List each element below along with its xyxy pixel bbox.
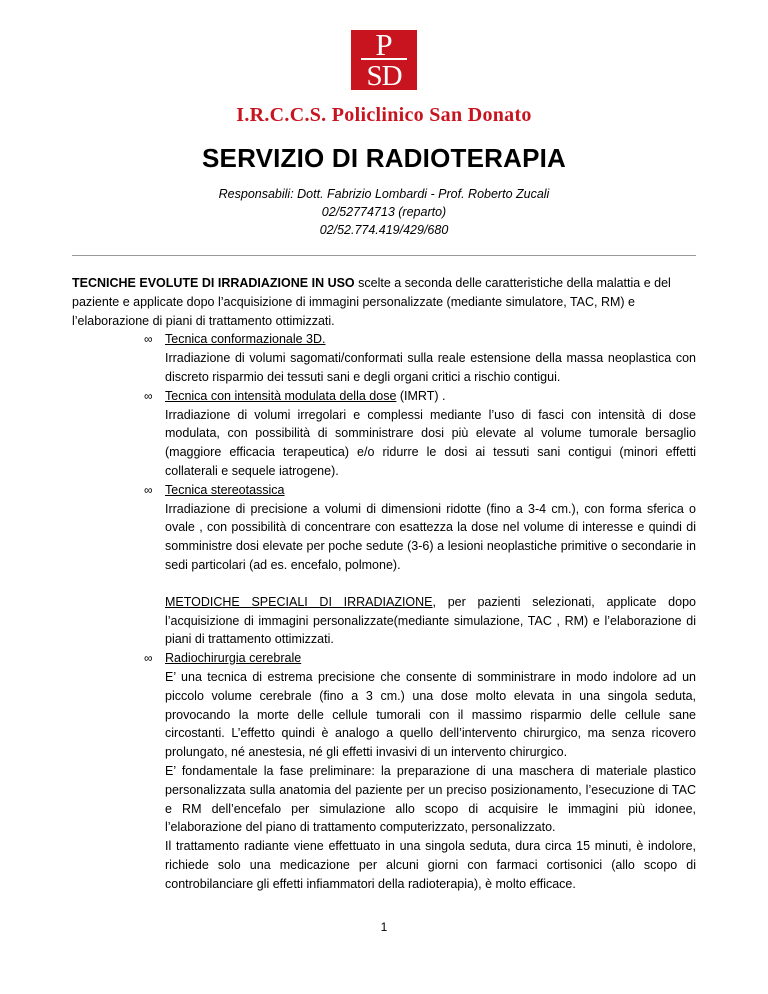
organization-name: I.R.C.C.S. Policlinico San Donato: [236, 104, 532, 126]
phone-other: 02/52.774.419/429/680: [319, 223, 449, 237]
header-divider: [72, 255, 696, 256]
section2-heading: METODICHE SPECIALI DI IRRADIAZIONE: [165, 594, 433, 609]
bullet-infinity-icon: ∞: [144, 332, 153, 347]
technique-title: Tecnica conformazionale 3D.: [165, 332, 326, 347]
technique-title-suffix: (IMRT) .: [396, 388, 446, 403]
method-title: Radiochirurgia cerebrale: [165, 651, 302, 666]
psd-logo: [351, 27, 417, 92]
technique-description: Irradiazione di volumi irregolari e complessi mediante l’uso di fasci con intensità di dose modulata, con possibilità di somministrare dosi più elevate al volume tumorale bersaglio (maggiore efficacia terapeutica) e/o ridurre le dosi ai tessuti sani contigui (minori effetti collaterali e sequele iatrogene).: [165, 407, 696, 478]
section2-intro: [72, 593, 696, 649]
techniques-list: [72, 330, 696, 574]
section2-intro-text: , per pazienti selezionati, applicate dopo l’acquisizione di immagini personalizzate(mediante simulazione, TAC , RM) e l’elaborazione di piani di trattamento ottimizzati.: [165, 594, 696, 647]
special-methods-list: [72, 649, 696, 893]
section1-intro: [72, 274, 696, 330]
bullet-infinity-icon: ∞: [144, 388, 153, 403]
logo-letters-sd: SD: [366, 60, 402, 92]
section1-heading: TECNICHE EVOLUTE DI IRRADIAZIONE IN USO: [72, 276, 355, 290]
responsabili-block: [0, 185, 768, 239]
list-item: [72, 649, 696, 893]
responsabili-line: Responsabili: Dott. Fabrizio Lombardi - Prof. Roberto Zucali: [218, 187, 550, 201]
list-item: [72, 330, 696, 386]
technique-description: Irradiazione di precisione a volumi di dimensioni ridotte (fino a 3-4 cm.), con forma sferica o ovale , con possibilità di concentrare con esattezza la dose nel volume di interesse e quindi di somministre dosi elevate per poche sedute (3-6) a lesioni neoplastiche primitive o secondarie in sedi particolari (ad es. encefalo, polmone).: [165, 501, 696, 572]
list-item: [72, 387, 696, 481]
bullet-infinity-icon: ∞: [144, 651, 153, 666]
technique-description: Irradiazione di volumi sagomati/conformati sulla reale estensione della massa neoplastica con discreto risparmio dei tessuti sani e degli organi critici a rischio contigui.: [165, 351, 696, 384]
phone-reparto: 02/52774713 (reparto): [321, 205, 447, 219]
method-paragraph: Il trattamento radiante viene effettuato in una singola seduta, dura circa 15 minuti, è indolore, richiede solo una medicazione per alcuni giorni con farmaci cortisonici (allo scopo di controbilanciare gli effetti infiammatori della radioterapia), è molto efficace.: [165, 839, 696, 891]
document-body: [72, 274, 696, 894]
technique-title: Tecnica con intensità modulata della dose: [165, 388, 397, 403]
page-title: SERVIZIO DI RADIOTERAPIA: [201, 143, 567, 173]
page-number: 1: [380, 920, 388, 934]
logo-letter-p: P: [375, 27, 393, 62]
technique-title: Tecnica stereotassica: [165, 482, 285, 497]
section1-intro-text: scelte a seconda delle caratteristiche della malattia e del paziente e applicate dopo l’acquisizione di immagini personalizzate (mediante simulatore, TAC, RM) e l’elaborazione di piani di trattamento ottimizzati.: [72, 276, 671, 328]
bullet-infinity-icon: ∞: [144, 482, 153, 497]
method-paragraph: E’ fondamentale la fase preliminare: la preparazione di una maschera di materiale plastico personalizzata sulla anatomia del paziente per un preciso posizionamento, l’esecuzione di TAC e RM dell’encefalo per simulazione allo scopo di acquisire le immagini più idonee, l’elaborazione del piano di trattamento computerizzato, personalizzato.: [165, 763, 696, 835]
method-paragraph: E’ una tecnica di estrema precisione che consente di somministrare in modo indolore ad un piccolo volume cerebrale (fino a 3 cm.) una dose molto elevata in una singola seduta, provocando la morte delle cellule tumorali con il massimo risparmio delle cellule sane circostanti. L’effetto quindi è analogo a quello dell’intervento chirurgico, ma senza ricovero prolungato, né anestesia, né gli effetti invasivi di un intervento chirurgico.: [165, 669, 696, 760]
list-item: [72, 481, 696, 575]
